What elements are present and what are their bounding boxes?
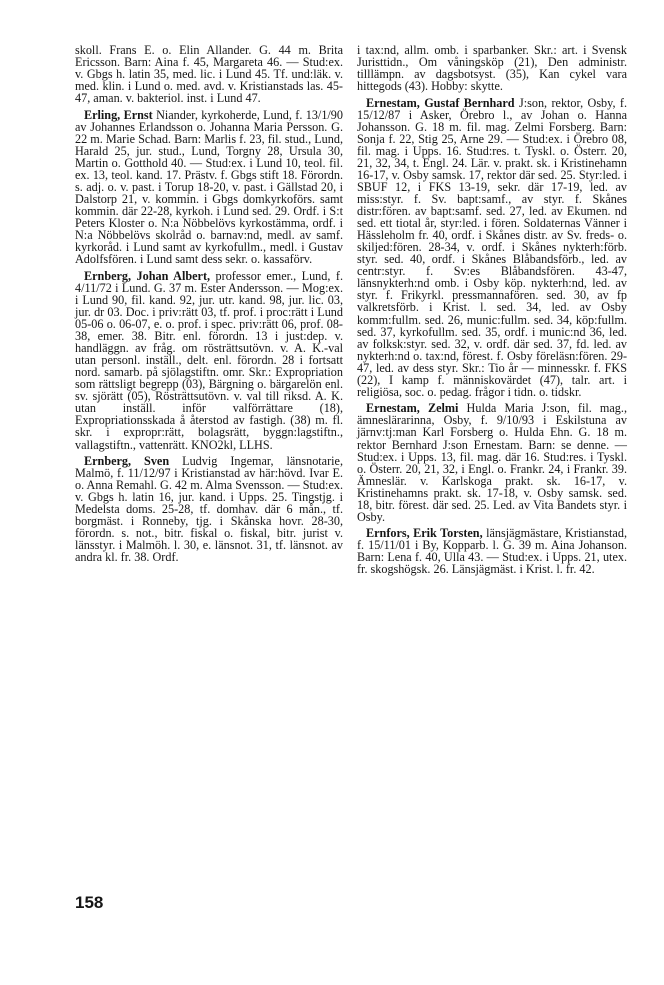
biography-entry <box>357 402 627 522</box>
entry-text: länsjägmästare, Kristianstad, f. 15/11/01 i By, Kopparb. l. G. 39 m. Aina Johanson. Barn: Lena f. 40, Ulla 43. — Stud:ex. i Upps. 21, utex. fr. skogshögsk. 26. Länsjägmäst. i Krist. l. fr. 42. <box>357 526 627 577</box>
entry-name: Ernberg, Sven <box>84 454 170 469</box>
biography-entry <box>357 97 627 398</box>
left-column <box>75 44 343 568</box>
entry-text: i tax:nd, allm. omb. i sparbanker. Skr.: art. i Svensk Juristtidn., Om våningsköp (21), Den administr. tilllämpn. av dagsbotsyst. (35), Kan cykel vara hittegods (43). Hobby: skytte. <box>357 43 627 94</box>
entry-name: Ernfors, Erik Torsten, <box>366 526 483 541</box>
entry-text: skoll. Frans E. o. Elin Allander. G. 44 m. Brita Ericsson. Barn: Aina f. 45, Margareta 46. — Stud:ex. v. Gbgs h. latin 35, med. lic. i Lund 45. Tf. und:läk. v. med. klin. i Lund o. med. avd. v. Kristianstads las. 45-47, aman. v. bakteriol. inst. i Lund 47. <box>75 43 343 106</box>
biography-entry <box>75 109 343 266</box>
right-column <box>357 44 627 580</box>
biography-entry <box>357 527 627 575</box>
entry-text: professor emer., Lund, f. 4/11/72 i Lund. G. 37 m. Ester Andersson. — Mog:ex. i Lund 90, fil. kand. 92, jur. utr. kand. 98, jur. lic. 03, jur. dr 03. Doc. i priv:rätt 03, tf. prof. i proc:rätt i Lund 05-06 o. 06-07, e. o. prof. i spec. priv:rätt 06, prof. 08-38, emer. 38. Bitr. enl. förordn. 13 i just:dep. v. handläggn. av fråg. om rösträttsutövn. v. A. K.-val utan personl. inställ., delt. enl. förordn. 28 i fortsatt nord. samarb. på sjölagstiftn. omr. Skr.: Expropriation som rättsligt begrepp (03), Bärgning o. bärgarelön enl. sv. sjörätt (05), Rösträttsutövn. v. val till riksd. A. K. utan inställ. inför valförrättare (18), Expropriationsskada å återstod av fastigh. (38) m. fl. skr. i expropr:rätt, bolagsrätt, byggn:lagstiftn., vallagstiftn., vattenrätt. KNO2kl, LLHS. <box>75 268 344 452</box>
entry-name: Ernestam, Gustaf Bernhard <box>366 95 515 110</box>
entry-name: Ernestam, Zelmi <box>366 401 459 416</box>
entry-text: Ludvig Ingemar, länsnotarie, Malmö, f. 11/12/97 i Kristianstad av här:hövd. Ivar E. o. Anna Remahl. G. 42 m. Alma Svensson. — Stud:ex. v. Gbgs h. latin 16, jur. kand. i Upps. 25. Tingstjg. i Medelsta doms. 25-28, tf. domhav. där 6 mån., tf. borgmäst. i Ronneby, tjg. i Skånska hovr. 28-30, förordn. s. not., bitr. fiskal o. fiskal, bitr. jurist v. länsstyr. i Malmöh. l. 30, e. länsnot. 31, tf. länsnot. av andra kl. fr. 38. Ordf. <box>75 454 343 565</box>
entry-text: Hulda Maria J:son, fil. mag., ämneslärarinna, Osby, f. 9/10/93 i Eskilstuna av järnv:tj:man Karl Forsberg o. Hulda Ehn. G. 18 m. rektor Bernhard J:son Ernestam. Barn: se denne. — Stud:ex. i Upps. 13, fil. mag. där 16. Stud:res. i Tyskl. o. Österr. 20, 21, 32, i Engl. o. Frankr. 24, i Frankr. 39. Ämneslär. v. Karlskoga prakt. sk. 16-17, v. Kristinehamns prakt. sk. 17-18, v. Osby samsk. sed. 18, bitr. förest. där sed. 25. Led. av Vita Bandets styr. i Osby. <box>357 401 627 524</box>
entry-name: Erling, Ernst <box>84 107 153 122</box>
biography-entry <box>75 44 343 104</box>
page-number: 158 <box>75 893 104 912</box>
biography-entry <box>75 270 343 451</box>
biography-entry <box>357 44 627 92</box>
entry-text: Niander, kyrkoherde, Lund, f. 13/1/90 av Johannes Erlandsson o. Johanna Maria Persson. G. 22 m. Marie Schad. Barn: Marlis f. 23, fil. stud., Lund, Harald 25, jur. stud., Lund, Torgny 28, Ursula 30, Martin o. Gotthold 40. — Stud:ex. i Lund 10, teol. fil. ex. 13, teol. kand. 17. Prästv. f. Gbgs stift 18. Förordn. s. adj. o. v. past. i Torup 18-20, v. past. i Gällstad 20, i Dalstorp 21, v. kommin. i Gbgs domkyrkoförs. samt kommin. där 22-28, kyrkoh. i Lund sed. 29. Ordf. i S:t Peters Kloster o. N:a Nöbbelövs kyrkostämma, ordf. i N:a Nöbbelövs skolråd o. barnav:nd, medl. av samf. kyrkoråd. i Lund samt av kyrkofullm., medl. i Gustav Adolfsfören. i Lund samt dess sekr. o. kassaförv. <box>75 107 343 267</box>
entry-name: Ernberg, Johan Albert, <box>84 268 211 283</box>
biography-entry <box>75 455 343 563</box>
entry-text: J:son, rektor, Osby, f. 15/12/87 i Asker, Örebro l., av Johan o. Hanna Johansson. G. 18 m. fil. mag. Zelmi Forsberg. Barn: Sonja f. 22, Stig 25, Arne 29. — Stud:ex. i Örebro 08, fil. mag. i Upps. 16. Stud:res. t. Tyskl. o. Österr. 20, 21, 32, 34, t. Engl. 24. Lär. v. prakt. sk. i Kristinehamn 16-17, v. Osby samsk. 17, rektor där sed. 25. Styr:led. i SBUF 12, i FKS 13-19, sekr. där 17-19, led. av miss:styr. f. Sv. bapt:samf., av styr. f. Skånes distr:fören. av bapt:samf. sed. 27, led. av Ekumen. nd sed. ett tiotal år, styr:led. i fören. Soldaternas Vänner i Hässleholm fr. 40, ordf. i Skånes distr. av Sv. freds- o. skiljed:fören. 28-34, v. ordf. i Skånes nykterh:förb. styr. sed. 40, ordf. i Skånes Blåbandsförb., led. av centr:styr. f. Sv:es Blåbandsfören. 43-47, länsnykterh:nd omb. i Osby köp. nykterh:nd, led. av styr. f. Frikyrkl. pressmannafören. sed. 30, av fp valkretsförb. i Krist. l. sed. 34, led. av Osby komm:fullm. sed. 26, munic:fullm. sed. 34, köp:fullm. sed. 37, kyrkofullm. sed. 35, ordf. i munic:nd 36, led. av folksk:styr. sed. 32, v. ordf. där sed. 37, fd. led. av nykterh:nd o. tax:nd, förest. f. Osby föreläsn:fören. 29-47, led. av dess styr. Skr.: Tio år — minnesskr. f. FKS (22), I kamp f. människovärdet (47), talr. art. i religiösa, soc. o. pedag. frågor i tidn. o. tidskr. <box>357 95 627 399</box>
